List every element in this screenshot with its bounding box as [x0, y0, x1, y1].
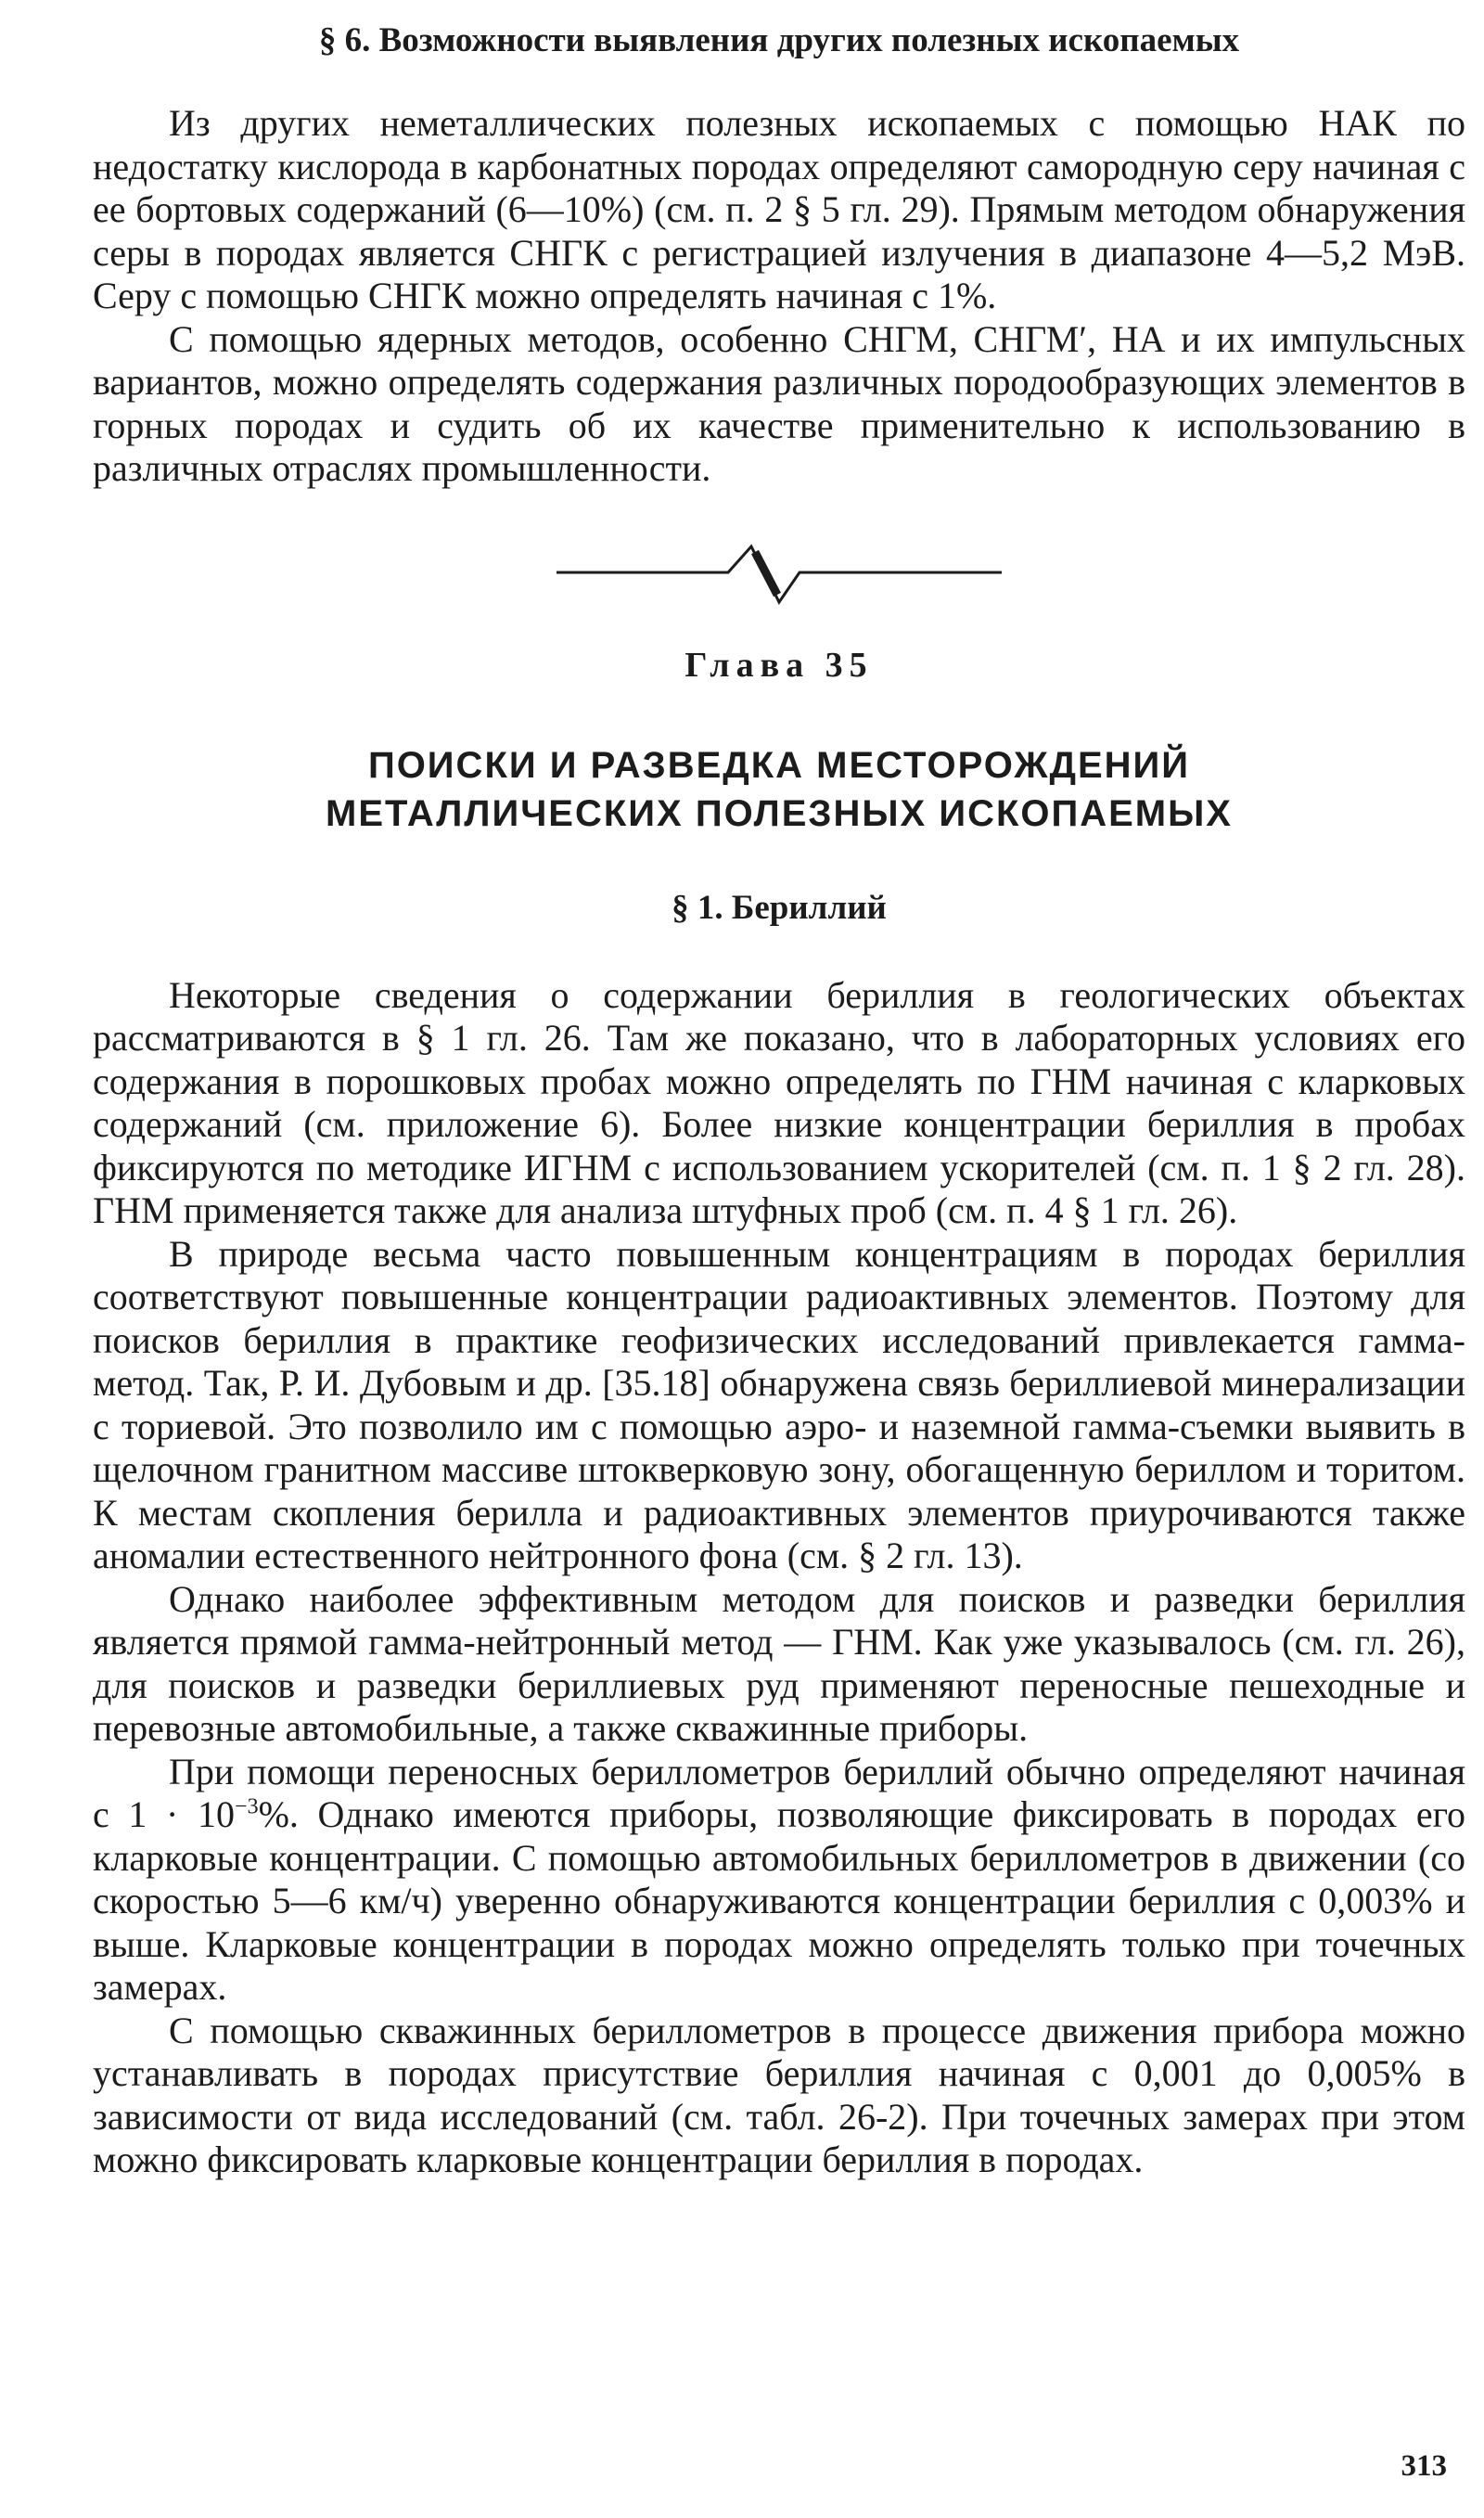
beryllium-paragraph-5: С помощью скважинных бериллометров в процессе движения прибора можно устанавливать в породах присутствие бериллия начиная с 0,001 до 0,005% в зависимости от вида исследований (см. табл. 26-2). При точечных замерах при этом можно фиксировать кларковые концентрации бериллия в породах. — [93, 2009, 1465, 2181]
page-number: 313 — [1401, 2449, 1447, 2483]
beryllium-paragraph-2: В природе весьма часто повышенным концентрациям в породах бериллия соответствуют повышенные концентрации радиоактивных элементов. Поэтому для поисков бериллия в практике геофизических исследований привлекается гамма-метод. Так, Р. И. Дубовым и др. [35.18] обнаружена связь бериллиевой минерализации с ториевой. Это позволило им с помощью аэро- и наземной гамма-съемки выявить в щелочном гранитном массиве штокверковую зону, обогащенную бериллом и торитом. К местам скопления берилла и радиоактивных элементов приурочиваются также аномалии естественного нейтронного фона (см. § 2 гл. 13). — [93, 1232, 1465, 1577]
section-1-heading: § 1. Бериллий — [672, 888, 887, 927]
beryllium-paragraph-3: Однако наиболее эффективным методом для поисков и разведки бериллия является прямой гамма-нейтронный метод — ГНМ. Как уже указывалось (см. гл. 26), для поисков и разведки бериллиевых руд применяют переносные пешеходные и перевозные автомобильные, а также скважинные приборы. — [93, 1577, 1465, 1750]
chapter-label: Глава 35 — [684, 645, 874, 685]
exponent: −3 — [235, 1795, 259, 1820]
chapter-title-line-1: ПОИСКИ И РАЗВЕДКА МЕСТОРОЖДЕНИЙ — [367, 744, 1191, 786]
section-6-heading: § 6. Возможности выявления других полезных ископаемых — [318, 21, 1240, 59]
beryllium-paragraph-1: Некоторые сведения о содержании бериллия в геологических объектах рассматриваются в § 1 гл. 26. Там же показано, что в лабораторных условиях его содержания в порошковых пробах можно определять по ГНМ начиная с кларковых содержаний (см. приложение 6). Более низкие концентрации бериллия в пробах фиксируются по методике ИГНМ с использованием ускорителей (см. п. 1 § 2 гл. 28). ГНМ применяется также для анализа штуфных проб (см. п. 4 § 1 гл. 26). — [93, 973, 1465, 1232]
ornamental-divider — [556, 528, 1002, 611]
beryllium-paragraph-4 — [93, 1751, 1465, 2010]
chapter-title-line-2: МЕТАЛЛИЧЕСКИХ ПОЛЕЗНЫХ ИСКОПАЕМЫХ — [326, 792, 1233, 834]
chapter-title — [93, 741, 1465, 838]
paragraph-4-start: При помощи переносных бериллометров бериллий обычно определяют начиная с 1 · 10 — [93, 1750, 1465, 1836]
book-page — [93, 20, 1465, 2182]
paragraph-4-end: %. Однако имеются приборы, позволяющие фиксировать в породах его кларковые концентрации. С помощью автомобильных бериллометров в движении (со скоростью 5—6 км/ч) уверенно обнаруживаются концентрации бериллия с 0,003% и выше. Кларковые концентрации в породах можно определять только при точечных замерах. — [93, 1793, 1465, 2009]
section-6-paragraph-2: С помощью ядерных методов, особенно СНГМ, СНГМ′, НА и их импульсных вариантов, можно определять содержания различных породообразующих элементов в горных породах и судить об их качестве применительно к использованию в различных отраслях промышленности. — [93, 317, 1465, 490]
section-6-paragraph-1: Из других неметаллических полезных ископаемых с помощью НАК по недостатку кислорода в карбонатных породах определяют самородную серу начиная с ее бортовых содержаний (6—10%) (см. п. 2 § 5 гл. 29). Прямым методом обнаружения серы в породах является СНГК с регистрацией излучения в диапазоне 4—5,2 МэВ. Серу с помощью СНГК можно определять начиная с 1%. — [93, 102, 1465, 317]
